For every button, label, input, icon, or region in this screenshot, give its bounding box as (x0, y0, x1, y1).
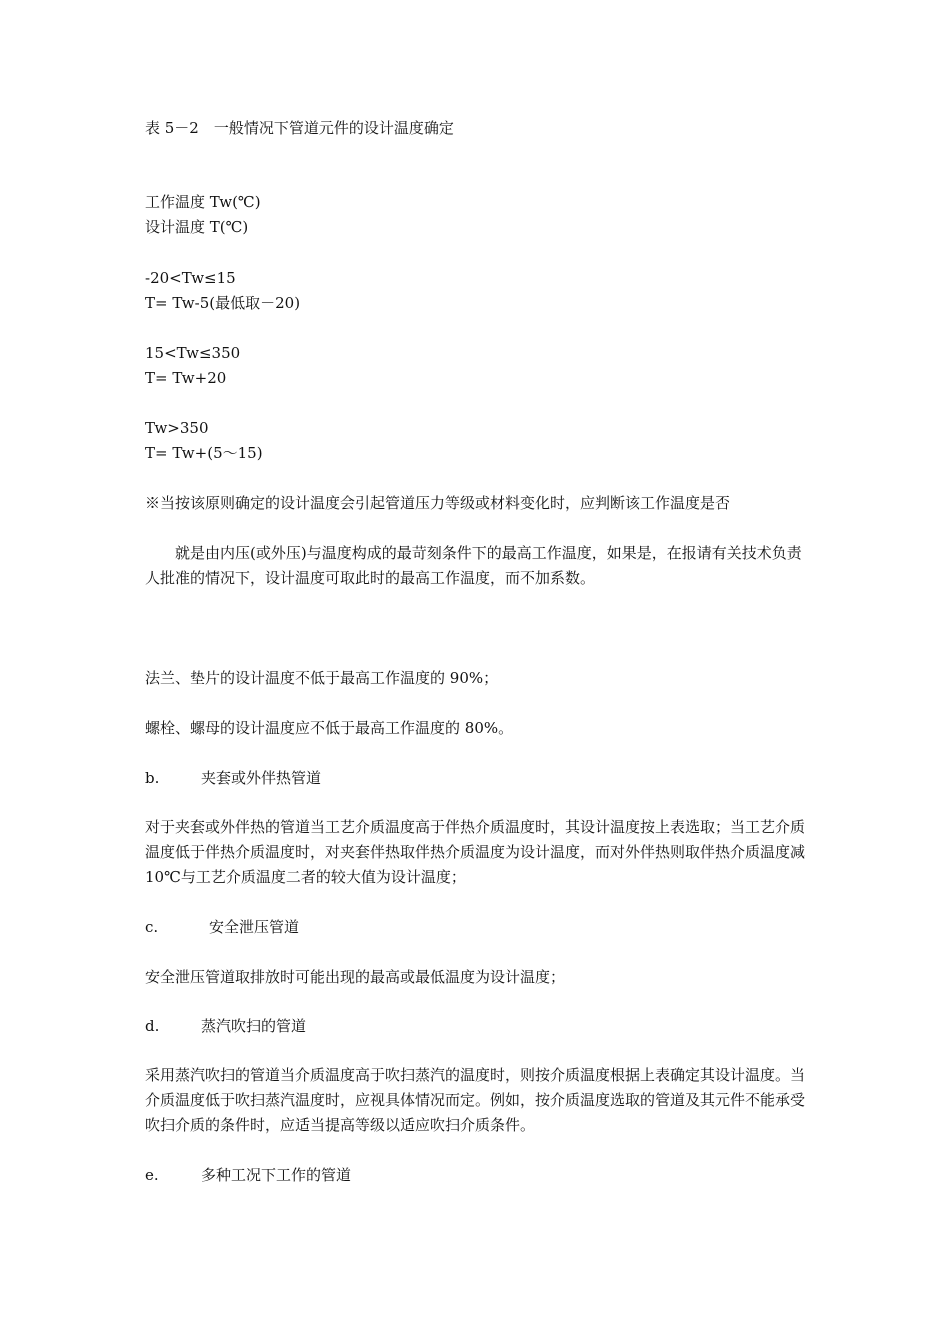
section-c-body: 安全泄压管道取排放时可能出现的最高或最低温度为设计温度； (145, 968, 566, 986)
flange-text: 法兰、垫片的设计温度不低于最高工作温度的 90%； (145, 669, 499, 687)
section-e-title: 多种工况下工作的管道 (201, 1166, 352, 1184)
section-d-title: 蒸汽吹扫的管道 (201, 1017, 307, 1035)
table-row-1-range: -20<Tw≤15 (145, 269, 236, 287)
table-row-3-range: Tw>350 (145, 419, 209, 437)
section-d-letter: d. (145, 1017, 160, 1035)
table-title: 表 5－2 一般情况下管道元件的设计温度确定 (145, 119, 454, 137)
section-e-heading (145, 1163, 351, 1187)
note-line: ※当按该原则确定的设计温度会引起管道压力等级或材料变化时，应判断该工作温度是否 (145, 494, 731, 512)
section-c-letter: c. (145, 918, 159, 936)
bolt-text: 螺栓、螺母的设计温度应不低于最高工作温度的 80%。 (145, 719, 514, 737)
table-row-2-formula: T= Tw+20 (145, 369, 227, 387)
section-b-letter: b. (145, 769, 160, 787)
table-header-design-temp: 设计温度 T(℃) (145, 218, 249, 236)
table-header-work-temp: 工作温度 Tw(℃) (145, 193, 261, 211)
section-c-heading (145, 915, 299, 939)
note-paragraph: 就是由内压(或外压)与温度构成的最苛刻条件下的最高工作温度，如果是，在报请有关技术负责人批准的情况下，设计温度可取此时的最高工作温度，而不加系数。 (145, 544, 802, 587)
section-d-body: 采用蒸汽吹扫的管道当介质温度高于吹扫蒸汽的温度时，则按介质温度根据上表确定其设计温度。当介质温度低于吹扫蒸汽温度时，应视具体情况而定。例如，按介质温度选取的管道及其元件不能承受吹扫介质的条件时，应适当提高等级以适应吹扫介质条件。 (145, 1066, 806, 1134)
section-d-heading (145, 1014, 306, 1038)
table-row-2-range: 15<Tw≤350 (145, 344, 241, 362)
table-row-3-formula: T= Tw+(5～15) (145, 444, 263, 462)
section-e-letter: e. (145, 1166, 159, 1184)
section-c-title: 安全泄压管道 (209, 918, 300, 936)
table-row-1-formula: T= Tw-5(最低取－20) (145, 294, 301, 312)
section-b-body: 对于夹套或外伴热的管道当工艺介质温度高于伴热介质温度时，其设计温度按上表选取；当工艺介质温度低于伴热介质温度时，对夹套伴热取伴热介质温度为设计温度，而对外伴热则取伴热介质温度减 10℃与工艺介质温度二者的较大值为设计温度； (145, 818, 806, 886)
section-b-heading (145, 766, 321, 790)
section-b-title: 夹套或外伴热管道 (201, 769, 322, 787)
